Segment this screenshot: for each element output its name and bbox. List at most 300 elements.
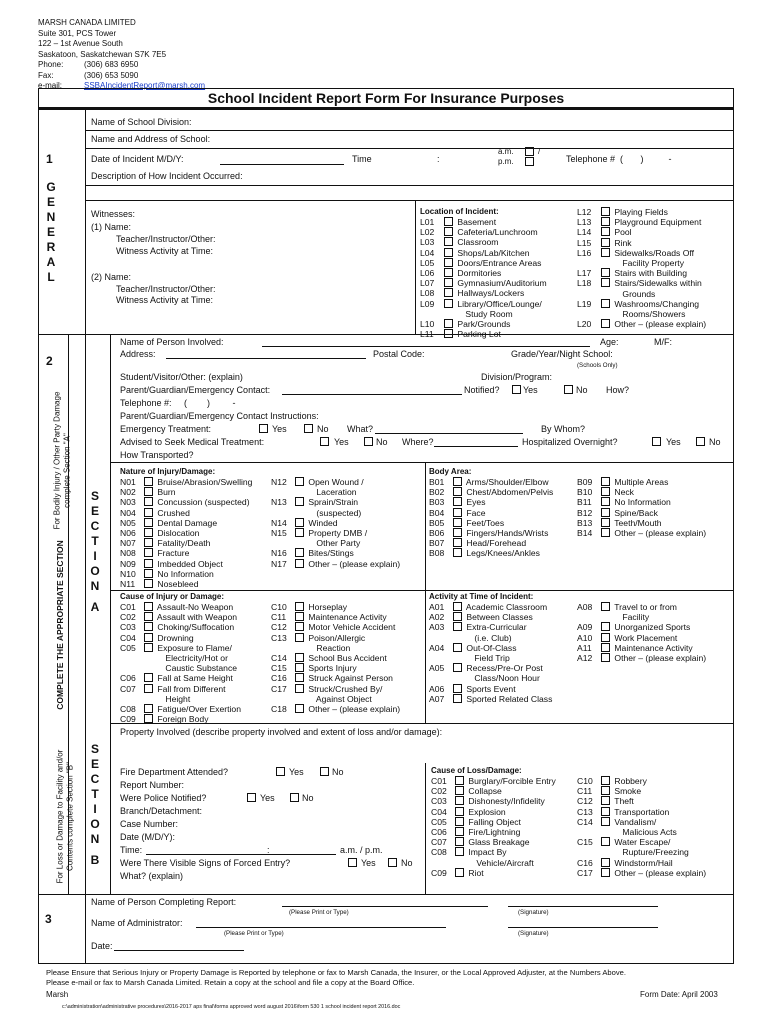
option-checkbox[interactable] — [601, 602, 610, 611]
police-no-checkbox[interactable] — [290, 793, 299, 802]
option-label: Open Wound / — [306, 477, 364, 487]
option-checkbox[interactable] — [144, 497, 153, 506]
option-a10[interactable] — [577, 633, 706, 643]
option-checkbox[interactable] — [453, 487, 462, 496]
option-checkbox[interactable] — [453, 622, 462, 631]
option-checkbox[interactable] — [295, 548, 304, 557]
emergency-no-checkbox[interactable] — [304, 424, 313, 433]
option-c11[interactable] — [271, 612, 400, 622]
option-c03[interactable] — [431, 796, 556, 806]
option-checkbox[interactable] — [453, 643, 462, 652]
option-checkbox[interactable] — [455, 796, 464, 805]
option-c15[interactable] — [271, 663, 400, 673]
option-checkbox[interactable] — [601, 858, 610, 867]
option-l02[interactable] — [420, 227, 547, 237]
option-label: Basement — [455, 217, 497, 227]
option-checkbox[interactable] — [444, 329, 453, 338]
option-n16[interactable] — [271, 548, 400, 558]
option-checkbox[interactable] — [144, 528, 153, 537]
option-checkbox[interactable] — [601, 528, 610, 537]
option-c06[interactable] — [120, 673, 241, 683]
option-checkbox[interactable] — [455, 868, 464, 877]
option-c18[interactable] — [271, 704, 400, 714]
option-n07[interactable] — [120, 538, 252, 548]
date-label: Date: — [91, 941, 113, 951]
option-b05[interactable] — [429, 518, 553, 528]
option-c02[interactable] — [431, 786, 556, 796]
completing-signature-input[interactable] — [508, 906, 658, 907]
option-l12[interactable] — [577, 207, 706, 217]
option-checkbox[interactable] — [295, 633, 304, 642]
medical-yes-checkbox[interactable] — [320, 437, 329, 446]
option-code: B01 — [429, 477, 445, 487]
option-checkbox[interactable] — [453, 538, 462, 547]
option-l01[interactable] — [420, 217, 547, 227]
option-checkbox[interactable] — [601, 653, 610, 662]
option-code: C16 — [271, 673, 287, 684]
option-checkbox[interactable] — [601, 248, 610, 257]
option-l04[interactable] — [420, 248, 547, 258]
person-name-input[interactable] — [262, 346, 590, 347]
option-checkbox[interactable] — [455, 837, 464, 846]
option-c10[interactable] — [271, 602, 400, 612]
option-b12[interactable] — [577, 508, 706, 518]
option-l11[interactable] — [420, 329, 547, 339]
option-code: C15 — [577, 837, 593, 848]
option-checkbox[interactable] — [295, 602, 304, 611]
option-l15[interactable] — [577, 238, 706, 248]
option-b09[interactable] — [577, 477, 706, 487]
option-code: L04 — [420, 247, 435, 258]
option-code: L15 — [577, 237, 592, 248]
option-checkbox[interactable] — [295, 622, 304, 631]
option-checkbox[interactable] — [444, 237, 453, 246]
option-checkbox[interactable] — [295, 559, 304, 568]
what-input[interactable] — [375, 433, 523, 434]
hospitalized-yes-checkbox[interactable] — [652, 437, 661, 446]
option-c08[interactable] — [120, 704, 241, 714]
option-checkbox[interactable] — [144, 612, 153, 621]
hospitalized-no-checkbox[interactable] — [696, 437, 705, 446]
notified-no-checkbox[interactable] — [564, 385, 573, 394]
option-continuation — [271, 508, 400, 518]
emergency-yes-checkbox[interactable] — [259, 424, 268, 433]
option-checkbox[interactable] — [144, 538, 153, 547]
school-division-field[interactable]: Name of School Division: — [91, 117, 192, 127]
option-l07[interactable] — [420, 278, 547, 288]
telephone-field[interactable]: Telephone # ( ) - — [566, 154, 672, 164]
option-c11[interactable] — [577, 786, 706, 796]
option-checkbox[interactable] — [295, 497, 304, 506]
forced-no-checkbox[interactable] — [388, 858, 397, 867]
option-n17[interactable] — [271, 559, 400, 569]
option-b11[interactable] — [577, 497, 706, 507]
option-label: Electricity/Hot or — [163, 653, 228, 664]
option-l18[interactable] — [577, 278, 706, 288]
option-checkbox[interactable] — [455, 807, 464, 816]
option-code: L03 — [420, 237, 435, 248]
parent-contact-input[interactable] — [282, 394, 462, 395]
notified-yes-checkbox[interactable] — [512, 385, 521, 394]
division-program-field[interactable]: Division/Program: — [481, 372, 553, 382]
option-code: L19 — [577, 298, 592, 309]
option-code: B10 — [577, 487, 593, 498]
option-n13[interactable] — [271, 497, 400, 507]
option-label: Parking Lot — [455, 329, 501, 340]
option-l09[interactable] — [420, 299, 547, 309]
option-label: No Information — [155, 568, 214, 579]
fire-yes-checkbox[interactable] — [276, 767, 285, 776]
option-n04[interactable] — [120, 508, 252, 518]
option-l17[interactable] — [577, 268, 706, 278]
company-address-1: Suite 301, PCS Tower — [38, 28, 117, 38]
body-area-title: Body Area: — [429, 467, 472, 476]
option-l19[interactable] — [577, 299, 706, 309]
section-3-number: 3 — [45, 912, 52, 926]
address-label: Address: — [120, 349, 156, 359]
option-c14[interactable] — [271, 653, 400, 663]
option-n08[interactable] — [120, 548, 252, 558]
option-checkbox[interactable] — [601, 807, 610, 816]
option-checkbox[interactable] — [453, 497, 462, 506]
option-code: C07 — [120, 683, 136, 694]
completing-name-input[interactable] — [282, 906, 488, 907]
option-code: B02 — [429, 487, 445, 498]
option-label: Study Room — [463, 308, 513, 319]
property-ampm: a.m. / p.m. — [340, 845, 383, 855]
option-label: Motor Vehicle Accident — [306, 622, 396, 633]
option-c04[interactable] — [431, 807, 556, 817]
option-checkbox[interactable] — [144, 684, 153, 693]
option-checkbox[interactable] — [295, 518, 304, 527]
option-checkbox[interactable] — [601, 299, 610, 308]
option-checkbox[interactable] — [601, 518, 610, 527]
option-checkbox[interactable] — [601, 477, 610, 486]
option-n01[interactable] — [120, 477, 252, 487]
option-checkbox[interactable] — [444, 248, 453, 257]
option-a11[interactable] — [577, 643, 706, 653]
option-c06[interactable] — [431, 827, 556, 837]
option-c05[interactable] — [431, 817, 556, 827]
option-c14[interactable] — [577, 817, 706, 827]
option-code: A03 — [429, 622, 445, 633]
option-label: Out-Of-Class — [464, 642, 517, 653]
option-checkbox[interactable] — [455, 847, 464, 856]
option-checkbox[interactable] — [444, 299, 453, 308]
option-n12[interactable] — [271, 477, 400, 487]
option-checkbox[interactable] — [455, 786, 464, 795]
option-c13[interactable] — [271, 633, 400, 643]
option-checkbox[interactable] — [453, 663, 462, 672]
company-name: MARSH CANADA LIMITED — [38, 18, 136, 27]
option-a05[interactable] — [429, 663, 552, 673]
property-involved-field[interactable]: Property Involved (describe property involved and extent of loss and/or damage): — [120, 727, 443, 737]
option-b08[interactable] — [429, 548, 553, 558]
date-input[interactable] — [114, 950, 244, 951]
where-input[interactable] — [434, 446, 518, 447]
option-b04[interactable] — [429, 508, 553, 518]
option-c08[interactable] — [431, 847, 556, 857]
notified-label: Notified? — [464, 385, 500, 395]
option-checkbox[interactable] — [144, 643, 153, 652]
option-n05[interactable] — [120, 518, 252, 528]
option-checkbox[interactable] — [601, 622, 610, 631]
option-checkbox[interactable] — [144, 487, 153, 496]
option-label: Dormitories — [455, 268, 502, 279]
option-checkbox[interactable] — [601, 268, 610, 277]
option-c01[interactable] — [120, 602, 241, 612]
option-code: B07 — [429, 538, 445, 549]
option-l10[interactable] — [420, 319, 547, 329]
administrator-signature-input[interactable] — [508, 927, 658, 928]
option-c03[interactable] — [120, 622, 241, 632]
option-checkbox[interactable] — [601, 487, 610, 496]
option-c05[interactable] — [120, 643, 241, 653]
option-checkbox[interactable] — [455, 776, 464, 785]
option-checkbox[interactable] — [601, 776, 610, 785]
option-checkbox[interactable] — [444, 278, 453, 287]
option-checkbox[interactable] — [601, 817, 610, 826]
option-l03[interactable] — [420, 237, 547, 247]
option-checkbox[interactable] — [453, 548, 462, 557]
option-checkbox[interactable] — [453, 694, 462, 703]
email-link[interactable]: SSBAIncidentReport@marsh.com — [84, 81, 206, 90]
option-b13[interactable] — [577, 518, 706, 528]
forced-explain-field[interactable]: What? (explain) — [120, 871, 184, 881]
option-checkbox[interactable] — [601, 207, 610, 216]
option-checkbox[interactable] — [144, 633, 153, 642]
forced-yes-checkbox[interactable] — [348, 858, 357, 867]
option-label: Doors/Entrance Areas — [455, 257, 542, 268]
report-number-field[interactable]: Report Number: — [120, 780, 185, 790]
option-label: Other Party — [314, 538, 361, 549]
footer-note: Please Ensure that Serious Injury or Property Damage is Reported by telephone or fax to Marsh Canada, the Insurer, or the Local Approved Adjuster, at the Numbers Above. — [46, 968, 626, 977]
student-visitor-field[interactable]: Student/Visitor/Other: (explain) — [120, 372, 243, 382]
option-c01[interactable] — [431, 776, 556, 786]
option-b10[interactable] — [577, 487, 706, 497]
option-checkbox[interactable] — [601, 319, 610, 328]
option-c17[interactable] — [577, 868, 706, 878]
option-checkbox[interactable] — [601, 227, 610, 236]
transported-field[interactable]: How Transported? — [120, 450, 194, 460]
witness-1-name[interactable]: (1) Name: — [91, 222, 132, 232]
option-a03[interactable] — [429, 622, 552, 632]
option-c09[interactable] — [120, 714, 241, 724]
description-field[interactable]: Description of How Incident Occurred: — [91, 171, 243, 181]
option-checkbox[interactable] — [144, 518, 153, 527]
option-n15[interactable] — [271, 528, 400, 538]
administrator-input[interactable] — [196, 927, 446, 928]
option-checkbox[interactable] — [295, 704, 304, 713]
option-c09[interactable] — [431, 868, 556, 878]
option-c07[interactable] — [120, 684, 241, 694]
option-checkbox[interactable] — [601, 278, 610, 287]
option-code: C09 — [431, 867, 447, 878]
option-checkbox[interactable] — [444, 227, 453, 236]
option-c04[interactable] — [120, 633, 241, 643]
case-number-field[interactable]: Case Number: — [120, 819, 179, 829]
option-code: N02 — [120, 487, 136, 498]
option-checkbox[interactable] — [601, 508, 610, 517]
option-checkbox[interactable] — [444, 288, 453, 297]
option-n14[interactable] — [271, 518, 400, 528]
option-c07[interactable] — [431, 837, 556, 847]
section-1-number: 1 — [46, 152, 53, 166]
option-l13[interactable] — [577, 217, 706, 227]
option-b02[interactable] — [429, 487, 553, 497]
option-checkbox[interactable] — [144, 548, 153, 557]
option-checkbox[interactable] — [453, 518, 462, 527]
option-checkbox[interactable] — [601, 497, 610, 506]
option-n06[interactable] — [120, 528, 252, 538]
pm-checkbox[interactable] — [525, 157, 534, 166]
person-telephone-field[interactable]: Telephone #: ( ) - — [120, 398, 236, 408]
option-checkbox[interactable] — [144, 622, 153, 631]
option-checkbox[interactable] — [444, 258, 453, 267]
option-code: B11 — [577, 497, 592, 508]
option-a06[interactable] — [429, 684, 552, 694]
option-checkbox[interactable] — [601, 633, 610, 642]
option-b14[interactable] — [577, 528, 706, 538]
option-b07[interactable] — [429, 538, 553, 548]
option-label: Other – (please explain) — [612, 867, 707, 878]
option-label: Recess/Pre-Or Post — [464, 663, 543, 674]
option-l14[interactable] — [577, 227, 706, 237]
option-label: Maintenance Activity — [306, 612, 387, 623]
option-checkbox[interactable] — [444, 217, 453, 226]
medical-no-checkbox[interactable] — [364, 437, 373, 446]
property-date-field[interactable]: Date (M/D/Y): — [120, 832, 176, 842]
option-checkbox[interactable] — [144, 602, 153, 611]
option-checkbox[interactable] — [453, 684, 462, 693]
option-a08[interactable] — [577, 602, 706, 612]
option-label: Feet/Toes — [464, 517, 505, 528]
option-a12[interactable] — [577, 653, 706, 663]
option-b01[interactable] — [429, 477, 553, 487]
option-checkbox[interactable] — [455, 817, 464, 826]
option-checkbox[interactable] — [144, 704, 153, 713]
option-checkbox[interactable] — [601, 868, 610, 877]
option-checkbox[interactable] — [295, 684, 304, 693]
option-l06[interactable] — [420, 268, 547, 278]
option-checkbox[interactable] — [144, 477, 153, 486]
option-checkbox[interactable] — [144, 559, 153, 568]
witness-2-activity[interactable]: Witness Activity at Time: — [116, 295, 214, 305]
activity-list-1 — [429, 602, 552, 704]
option-checkbox[interactable] — [601, 238, 610, 247]
option-checkbox[interactable] — [453, 612, 462, 621]
branch-field[interactable]: Branch/Detachment: — [120, 806, 203, 816]
option-a09[interactable] — [577, 622, 706, 632]
option-checkbox[interactable] — [455, 827, 464, 836]
option-b06[interactable] — [429, 528, 553, 538]
option-n10[interactable] — [120, 569, 252, 579]
option-c10[interactable] — [577, 776, 706, 786]
option-c02[interactable] — [120, 612, 241, 622]
option-code: A10 — [577, 632, 593, 643]
fax-value: (306) 653 5090 — [84, 70, 139, 80]
option-code: L12 — [577, 207, 592, 217]
witness-2-name[interactable]: (2) Name: — [91, 272, 132, 282]
option-checkbox[interactable] — [453, 477, 462, 486]
option-n09[interactable] — [120, 559, 252, 569]
option-c15[interactable] — [577, 837, 706, 847]
option-checkbox[interactable] — [601, 837, 610, 846]
incident-date-input[interactable] — [220, 164, 344, 165]
property-time-input[interactable] — [146, 854, 336, 855]
option-l16[interactable] — [577, 248, 706, 258]
option-label: Sported Related Class — [464, 693, 553, 704]
police-yes-checkbox[interactable] — [247, 793, 256, 802]
option-code: N04 — [120, 507, 136, 518]
option-n02[interactable] — [120, 487, 252, 497]
am-checkbox[interactable] — [525, 147, 534, 156]
option-label: Water Escape/ — [612, 837, 671, 848]
option-c12[interactable] — [271, 622, 400, 632]
option-checkbox[interactable] — [295, 477, 304, 486]
option-continuation — [271, 643, 400, 653]
school-name-address-field[interactable]: Name and Address of School: — [91, 134, 211, 144]
option-checkbox[interactable] — [295, 528, 304, 537]
option-checkbox[interactable] — [444, 268, 453, 277]
option-checkbox[interactable] — [601, 786, 610, 795]
option-checkbox[interactable] — [144, 579, 153, 588]
option-a07[interactable] — [429, 694, 552, 704]
option-checkbox[interactable] — [601, 643, 610, 652]
option-c12[interactable] — [577, 796, 706, 806]
option-checkbox[interactable] — [295, 612, 304, 621]
option-checkbox[interactable] — [295, 663, 304, 672]
address-input[interactable] — [166, 358, 366, 359]
option-checkbox[interactable] — [453, 528, 462, 537]
option-checkbox[interactable] — [453, 508, 462, 517]
option-checkbox[interactable] — [601, 796, 610, 805]
option-l20[interactable] — [577, 319, 706, 329]
option-code: B06 — [429, 528, 445, 539]
option-l08[interactable] — [420, 288, 547, 298]
option-checkbox[interactable] — [295, 673, 304, 682]
option-n11[interactable] — [120, 579, 252, 589]
witness-1-role[interactable]: Teacher/Instructor/Other: — [116, 234, 216, 244]
option-checkbox[interactable] — [144, 673, 153, 682]
option-checkbox[interactable] — [144, 714, 153, 723]
option-checkbox[interactable] — [453, 602, 462, 611]
fire-no-checkbox[interactable] — [320, 767, 329, 776]
option-a04[interactable] — [429, 643, 552, 653]
witness-2-role[interactable]: Teacher/Instructor/Other: — [116, 284, 216, 294]
witness-1-activity[interactable]: Witness Activity at Time: — [116, 246, 214, 256]
option-c17[interactable] — [271, 684, 400, 694]
option-a02[interactable] — [429, 612, 552, 622]
option-a01[interactable] — [429, 602, 552, 612]
option-c16[interactable] — [271, 673, 400, 683]
option-code: C10 — [271, 602, 287, 612]
option-checkbox[interactable] — [144, 569, 153, 578]
option-checkbox[interactable] — [295, 653, 304, 662]
option-label: Park/Grounds — [455, 319, 511, 330]
instructions-field[interactable]: Parent/Guardian/Emergency Contact Instructions: — [120, 411, 319, 421]
option-n03[interactable] — [120, 497, 252, 507]
option-l05[interactable] — [420, 258, 547, 268]
option-b03[interactable] — [429, 497, 553, 507]
option-c13[interactable] — [577, 807, 706, 817]
option-code: A05 — [429, 663, 445, 674]
email-label: e-mail: — [38, 81, 63, 90]
option-checkbox[interactable] — [144, 508, 153, 517]
option-checkbox[interactable] — [601, 217, 610, 226]
option-checkbox[interactable] — [444, 319, 453, 328]
option-c16[interactable] — [577, 858, 706, 868]
